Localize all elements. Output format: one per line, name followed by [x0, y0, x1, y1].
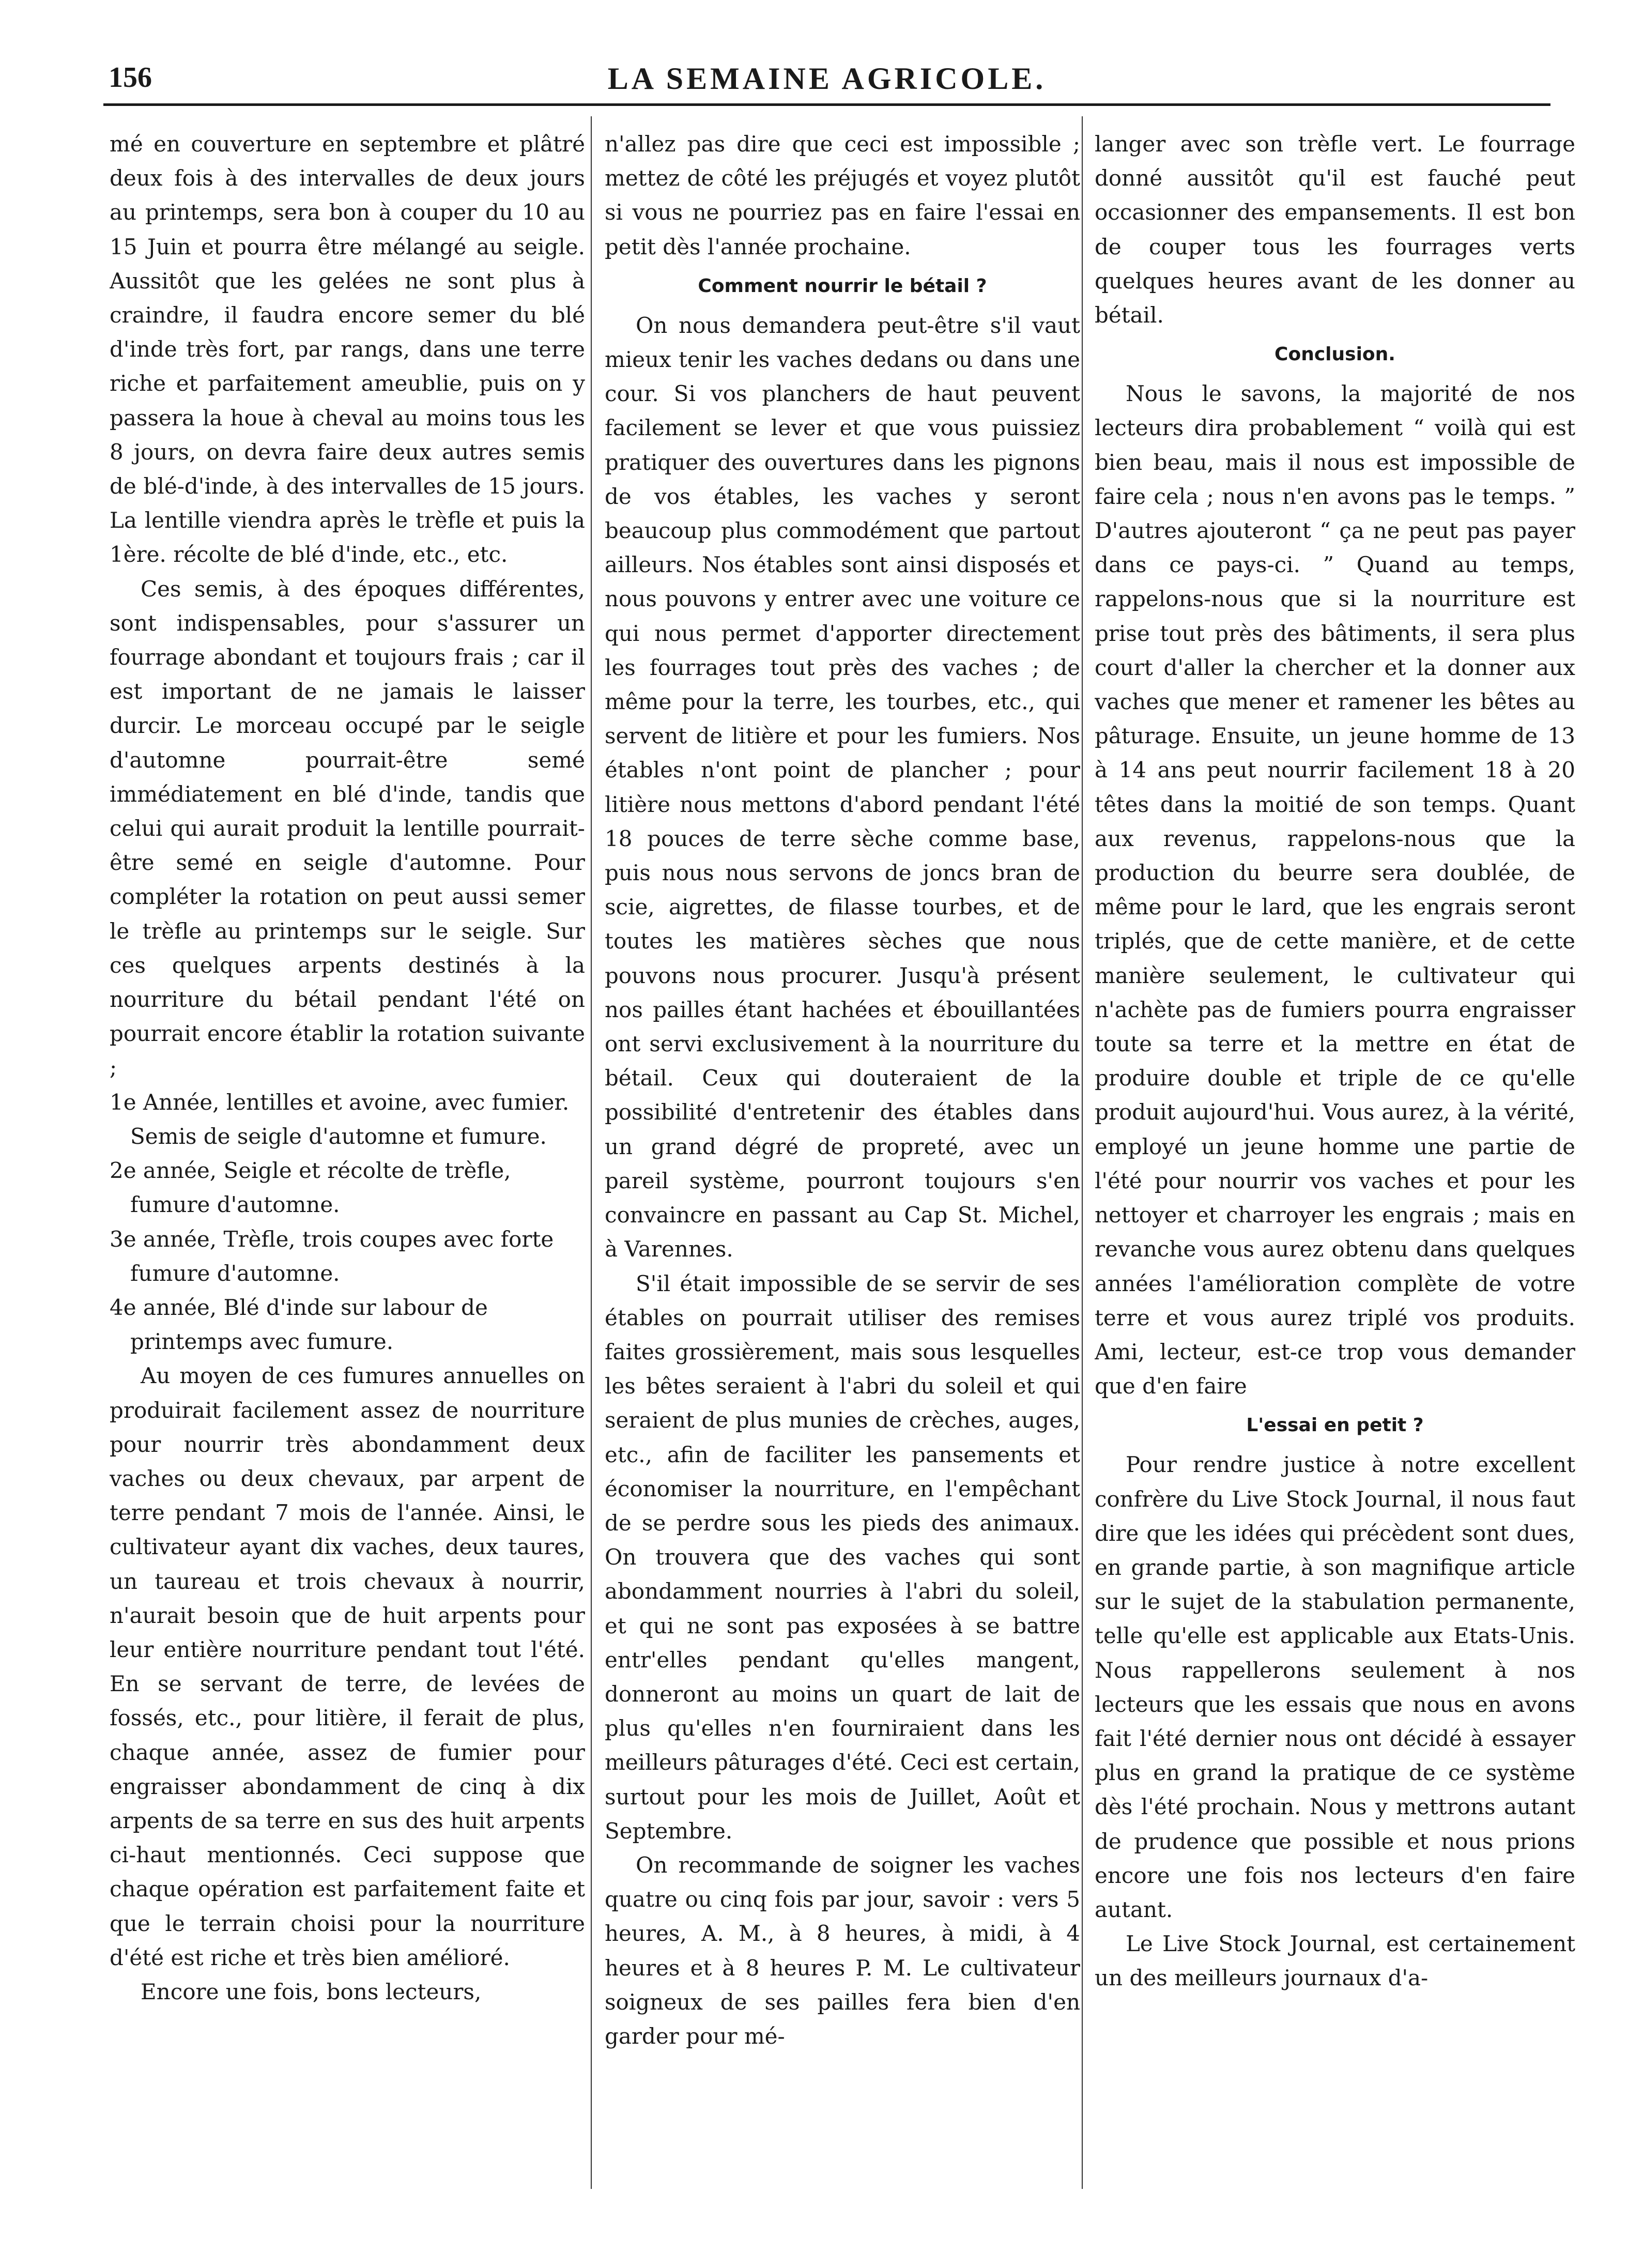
page-header — [103, 61, 1550, 100]
paragraph: mé en couverture en septembre et plâtré deux fois à des intervalles de deux jours au printemps, sera bon à couper du 10 au 15 Juin et pourra être mélangé au seigle. Aussitôt que les gelées ne sont plus à craindre, il faudra encore semer du blé d'inde très fort, par rangs, dans une terre riche et parfaitement ameublie, puis on y passera la houe à cheval au moins tous les 8 jours, on devra faire deux autres semis de blé-d'inde, à des intervalles de 15 jours. La lentille viendra après le trèfle et puis la 1ère. récolte de blé d'inde, etc., etc. — [110, 131, 585, 568]
section-heading: Conclusion. — [1274, 344, 1395, 365]
paragraph: S'il était impossible de se servir de ses étables on pourrait utiliser des remises faites grossièrement, mais sous lesquelles les bêtes seraient à l'abri du soleil et qui seraient de plus munies de crèches, auges, etc., afin de faciliter les pansements et économiser la nourriture, en l'empêchant de se perdre sous les pieds des animaux. On trouvera que des vaches qui sont abondamment nourries à l'abri du soleil, et qui ne sont pas exposées à se battre entr'elles pendant qu'elles mangent, donneront au moins un quart de lait de plus qu'elles n'en fourniraient dans les meilleurs pâturages d'été. Ceci est certain, surtout pour les mois de Juillet, Août et Septembre. — [605, 1270, 1080, 1844]
column-divider — [1082, 116, 1083, 2189]
paragraph: n'allez pas dire que ceci est impossible ; mettez de côté les préjugés et voyez plutôt si vous ne pourriez pas en faire l'essai en petit dès l'année prochaine. — [605, 131, 1080, 259]
paragraph: On nous demandera peut-être s'il vaut mieux tenir les vaches dedans ou dans une cour. Si vos planchers de haut peuvent facilement se lever et que vous puissiez pratiquer des ouvertures dans les pignons de vos étables, les vaches y seront beaucoup plus commodément que partout ailleurs. Nos étables sont ainsi disposés et nous pouvons y entrer avec une voiture ce qui nous permet d'apporter directement les fourrages tout près des vaches ; de même pour la terre, les tourbes, etc., qui servent de litière et pour les fumiers. Nos étables n'ont point de plancher ; pour litière nous mettons d'abord pendant l'été 18 pouces de terre sèche comme base, puis nous nous servons de joncs bran de scie, aigrettes, de filasse tourbes, et de toutes les matières sèches que nous pouvons nous procurer. Jusqu'à présent nos pailles étant hachées et ébouillantées ont servi exclusivement à la nourriture du bétail. Ceux qui douteraient de la possibilité d'entretenir des étables dans un grand dégré de propreté, avec un pareil système, pourront toujours s'en convaincre en passant au Cap St. Michel, à Varennes. — [605, 312, 1080, 1262]
column-divider — [591, 116, 592, 2189]
column-1 — [110, 127, 585, 2174]
column-2 — [605, 127, 1080, 2174]
paragraph: Au moyen de ces fumures annuelles on produirait facilement assez de nourriture pour nourrir très abondamment deux vaches ou deux chevaux, par arpent de terre pendant 7 mois de l'année. Ainsi, le cultivateur ayant dix vaches, deux taures, un taureau et trois chevaux à nourrir, n'aurait besoin que de huit arpents pour leur entière nourriture pendant tout l'été. En se servant de terre, de levées de fossés, etc., pour litière, il ferait de plus, chaque année, assez de fumier pour engraisser abondamment de cinq à dix arpents de sa terre en sus des huit arpents ci-haut mentionnés. Ceci suppose que chaque opération est parfaitement faite et que le terrain choisi pour la nourriture d'été est riche et très bien amélioré. — [110, 1363, 585, 1970]
rotation-item: 3e année, Trèfle, trois coupes avec forte fumure d'automne. — [110, 1226, 554, 1286]
rotation-item: 2e année, Seigle et récolte de trèfle, fumure d'automne. — [110, 1158, 511, 1218]
page-number: 156 — [109, 62, 152, 94]
journal-title: LA SEMAINE AGRICOLE. — [607, 62, 1047, 96]
paragraph: Le Live Stock Journal, est certainement un des meilleurs journaux d'a- — [1095, 1931, 1575, 1991]
paragraph: Ces semis, à des époques différentes, sont indispensables, pour s'assurer un fourrage abondant et toujours frais ; car il est important de ne jamais le laisser durcir. Le morceau occupé par le seigle d'automne pourrait-être semé immédiatement en blé d'inde, tandis que celui qui aurait produit la lentille pourrait-être semé en seigle d'automne. Pour compléter la rotation on peut aussi semer le trèfle au printemps sur le seigle. Sur ces quelques arpents destinés à la nourriture du bétail pendant l'été on pourrait encore établir la rotation suivante ; — [110, 576, 585, 1081]
rotation-item: 1e Année, lentilles et avoine, avec fumier. Semis de seigle d'automne et fumure. — [110, 1089, 570, 1149]
paragraph: langer avec son trèfle vert. Le fourrage donné aussitôt qu'il est fauché peut occasionner des empansements. Il est bon de couper tous les fourrages verts quelques heures avant de les donner au bétail. — [1095, 131, 1575, 328]
column-3 — [1095, 127, 1575, 2174]
header-rule — [103, 103, 1550, 106]
paragraph: Nous le savons, la majorité de nos lecteurs dira probablement “ voilà qui est bien beau, mais il nous est impossible de faire cela ; nous n'en avons pas le temps. ” D'autres ajouteront “ ça ne peut pas payer dans ce pays-ci. ” Quand au temps, rappelons-nous que si la nourriture est prise tout près des bâtiments, il sera plus court d'aller la chercher et la donner aux vaches que mener et ramener les bêtes au pâturage. Ensuite, un jeune homme de 13 à 14 ans peut nourrir facilement 18 à 20 têtes dans la moitié de son temps. Quant aux revenus, rappelons-nous que la production du beurre sera doublée, de même pour le lard, que les engrais seront triplés, que de cette manière, et de cette manière seulement, le cultivateur qui n'achète pas de fumiers pourra engraisser toute sa terre et la mettre en état de produire double et triple de ce qu'elle produit aujourd'hui. Vous aurez, à la vérité, employé un jeune homme une partie de l'été pour nourrir vos vaches et pour les nettoyer et charroyer les engrais ; mais en revanche vous aurez obtenu dans quelques années l'amélioration complète de votre terre et vous aurez triplé vos produits. Ami, lecteur, est-ce trop vous demander que d'en faire — [1095, 381, 1575, 1399]
paragraph: Encore une fois, bons lecteurs, — [141, 1979, 482, 2004]
paragraph: Pour rendre justice à notre excellent confrère du Live Stock Journal, il nous faut dire que les idées qui précèdent sont dues, en grande partie, à son magnifique article sur le sujet de la stabulation permanente, telle qu'elle est applicable aux Etats-Unis. Nous rappellerons seulement à nos lecteurs que les essais que nous en avons fait l'été dernier nous ont décidé à essayer plus en grand la pratique de ce système dès l'été prochain. Nous y mettrons autant de prudence que possible et nous prions encore une fois nos lecteurs d'en faire autant. — [1095, 1452, 1575, 1922]
section-heading: Comment nourrir le bétail ? — [698, 275, 987, 297]
section-heading: L'essai en petit ? — [1246, 1415, 1424, 1436]
paragraph: On recommande de soigner les vaches quatre ou cinq fois par jour, savoir : vers 5 heures, A. M., à 8 heures, à midi, à 4 heures et à 8 heures P. M. Le cultivateur soigneux de ses pailles fera bien d'en garder pour mé- — [605, 1852, 1080, 2049]
rotation-item: 4e année, Blé d'inde sur labour de printemps avec fumure. — [110, 1294, 488, 1355]
